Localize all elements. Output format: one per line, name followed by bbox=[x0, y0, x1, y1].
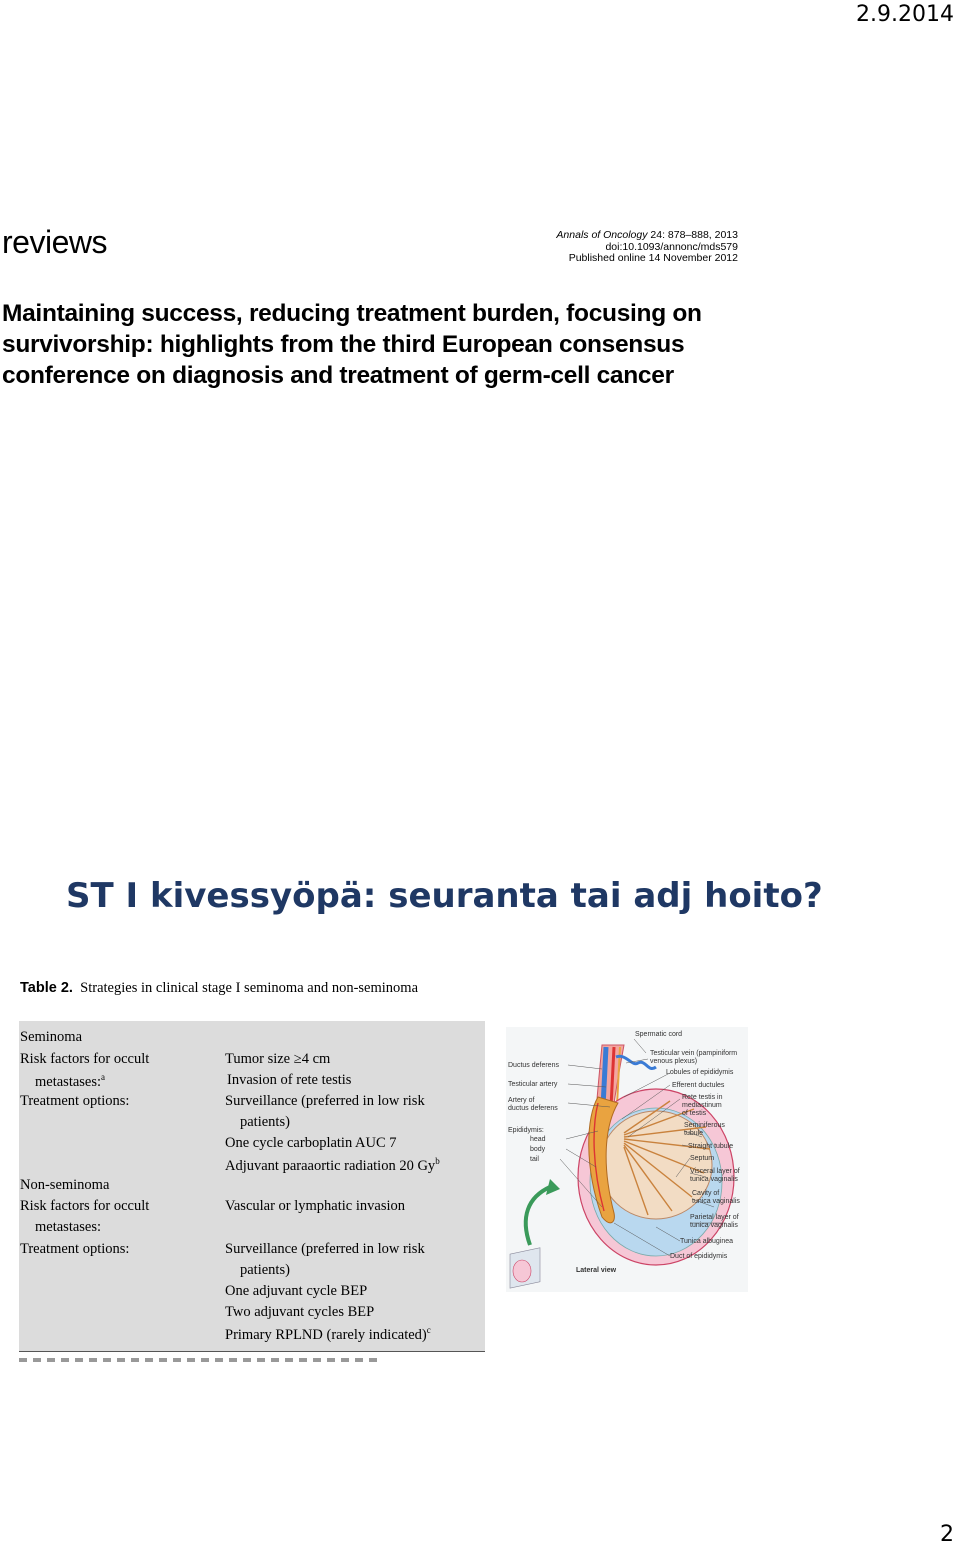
non-seminoma-option-1b: patients) bbox=[240, 1262, 290, 1278]
label-lateral-view: Lateral view bbox=[576, 1267, 617, 1274]
label-efferent-ductules: Efferent ductules bbox=[672, 1082, 725, 1089]
citation-doi: doi:10.1093/annonc/mds579 bbox=[605, 240, 738, 253]
label-spermatic-cord: Spermatic cord bbox=[635, 1031, 683, 1038]
seminoma-risk-sup: a bbox=[101, 1072, 106, 1082]
label-rete-1: Rete testis in bbox=[682, 1094, 723, 1101]
label-epididymis: Epididymis: bbox=[508, 1127, 544, 1134]
seminoma-risk-2: Invasion of rete testis bbox=[227, 1072, 352, 1088]
slide-heading: ST I kivessyöpä: seuranta tai adj hoito? bbox=[66, 876, 823, 916]
journal-volume: 24: 878–888, 2013 bbox=[647, 229, 738, 241]
article-title: Maintaining success, reducing treatment burden, focusing on survivorship: highlights from the third European consensus conference on diagnosis and treatment of germ-cell cancer bbox=[2, 300, 702, 389]
non-seminoma-option-2: One adjuvant cycle BEP bbox=[225, 1283, 368, 1299]
non-seminoma-option-1a: Surveillance (preferred in low risk bbox=[225, 1241, 425, 1257]
seminoma-risk-1: Tumor size ≥4 cm bbox=[225, 1051, 331, 1067]
label-cavity-1: Cavity of bbox=[692, 1190, 720, 1197]
seminoma-option-3-sup: b bbox=[435, 1156, 440, 1166]
table-caption bbox=[20, 980, 418, 997]
seminoma-option-1a: Surveillance (preferred in low risk bbox=[225, 1093, 425, 1109]
label-ductus-deferens: Ductus deferens bbox=[508, 1062, 559, 1069]
citation-published: Published online 14 November 2012 bbox=[568, 252, 738, 264]
label-testicular-vein-1: Testicular vein (pampiniform bbox=[650, 1050, 738, 1057]
seminoma-option-3-text: Adjuvant paraaortic radiation 20 Gy bbox=[225, 1157, 436, 1174]
table-caption-text: Strategies in clinical stage I seminoma and non-seminoma bbox=[80, 980, 419, 996]
citation-block bbox=[540, 230, 738, 265]
label-duct-epididymis: Duct of epididymis bbox=[670, 1253, 728, 1260]
label-rete-3: of testis bbox=[682, 1110, 707, 1117]
seminoma-option-1b: patients) bbox=[240, 1114, 290, 1130]
seminoma-option-2: One cycle carboplatin AUC 7 bbox=[225, 1135, 397, 1151]
cropped-footnote-line bbox=[19, 1358, 379, 1362]
label-artery-dd-1: Artery of bbox=[508, 1097, 535, 1104]
seminoma-option-3 bbox=[225, 1156, 440, 1175]
label-testicular-vein-2: venous plexus) bbox=[650, 1058, 698, 1065]
non-seminoma-option-4-sup: c bbox=[426, 1325, 431, 1335]
label-testicular-artery: Testicular artery bbox=[508, 1081, 558, 1088]
label-seminiferous-1: Seminiferous bbox=[684, 1122, 725, 1129]
non-seminoma-risk-label-2: metastases: bbox=[35, 1219, 102, 1235]
label-head: head bbox=[530, 1136, 546, 1143]
seminoma-risk-label-1: Risk factors for occult bbox=[20, 1051, 150, 1067]
non-seminoma-option-4-text: Primary RPLND (rarely indicated) bbox=[225, 1326, 427, 1343]
label-straight-tubule: Straight tubule bbox=[688, 1143, 734, 1150]
non-seminoma-risk-1: Vascular or lymphatic invasion bbox=[225, 1198, 405, 1214]
seminoma-risk-label-2-text: metastases: bbox=[35, 1073, 102, 1090]
label-lobules: Lobules of epididymis bbox=[666, 1069, 734, 1076]
journal-name: Annals of Oncology bbox=[556, 229, 648, 241]
section-label: reviews bbox=[2, 224, 107, 260]
seminoma-treatment-label: Treatment options: bbox=[20, 1093, 130, 1109]
label-tail: tail bbox=[530, 1156, 539, 1163]
seminoma-risk-label-2 bbox=[35, 1072, 105, 1091]
label-body: body bbox=[530, 1146, 546, 1153]
non-seminoma-option-4 bbox=[225, 1325, 431, 1344]
non-seminoma-treatment-label: Treatment options: bbox=[20, 1241, 130, 1257]
label-seminiferous-2: tubule bbox=[684, 1130, 704, 1137]
slide-date: 2.9.2014 bbox=[856, 2, 954, 27]
label-cavity-2: tunica vaginalis bbox=[692, 1198, 740, 1205]
non-seminoma-title: Non-seminoma bbox=[20, 1177, 110, 1193]
seminoma-title: Seminoma bbox=[20, 1029, 83, 1045]
label-visceral-1: Visceral layer of bbox=[690, 1168, 740, 1175]
label-septum: Septum bbox=[690, 1155, 715, 1162]
table-label: Table 2. bbox=[20, 980, 73, 996]
label-artery-dd-2: ductus deferens bbox=[508, 1105, 558, 1112]
testis-anatomy-figure bbox=[506, 1027, 748, 1292]
label-visceral-2: tunica vaginalis bbox=[690, 1176, 738, 1183]
label-tunica-albuginea: Tunica albuginea bbox=[680, 1238, 734, 1245]
label-parietal-1: Parietal layer of bbox=[690, 1214, 739, 1221]
strategy-table bbox=[19, 1021, 485, 1352]
page-number: 2 bbox=[940, 1522, 954, 1547]
citation-journal-line bbox=[540, 230, 738, 242]
label-rete-2: mediastinum bbox=[682, 1102, 722, 1109]
non-seminoma-option-3: Two adjuvant cycles BEP bbox=[225, 1304, 375, 1320]
label-parietal-2: tunica vaginalis bbox=[690, 1222, 738, 1229]
testis-anatomy-illustration bbox=[506, 1027, 748, 1292]
non-seminoma-risk-label-1: Risk factors for occult bbox=[20, 1198, 150, 1214]
